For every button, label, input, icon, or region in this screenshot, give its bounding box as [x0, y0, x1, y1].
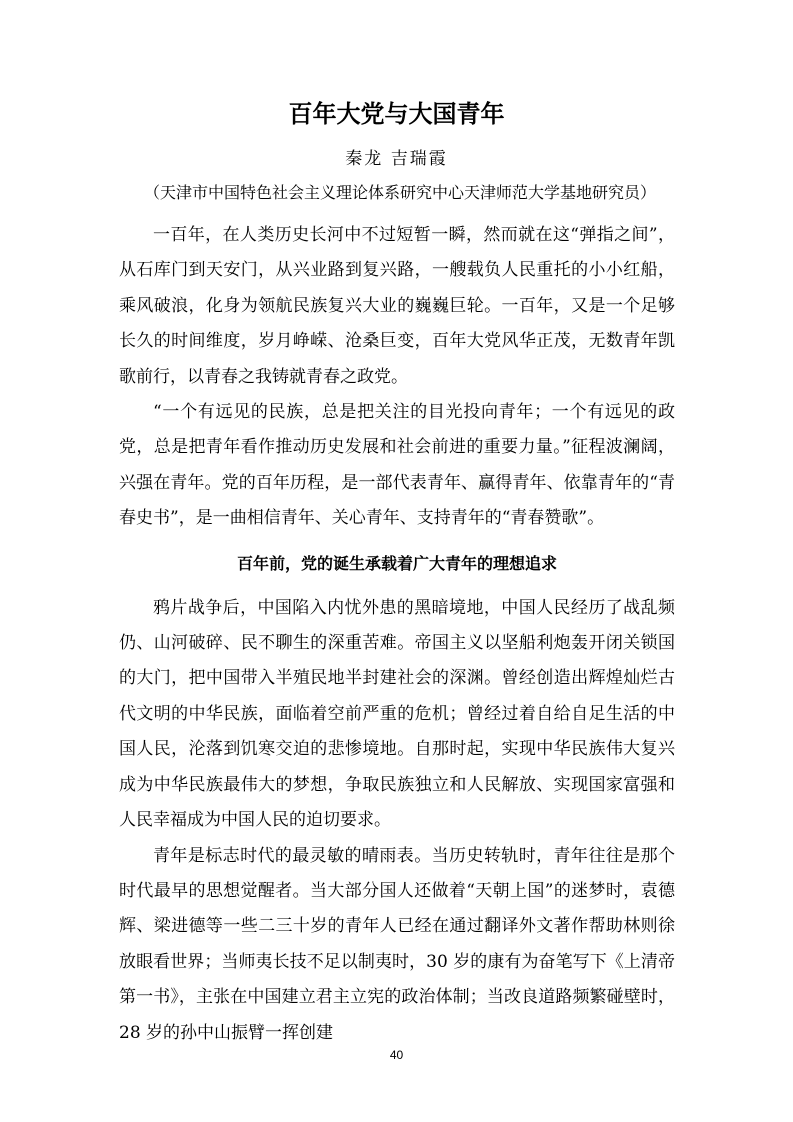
section-heading: 百年前，党的诞生承载着广大青年的理想追求	[236, 553, 557, 573]
paragraph: 青年是标志时代的最灵敏的晴雨表。当历史转轨时，青年往往是那个时代最早的思想觉醒者。当大部分国人还做着“天朝上国”的迷梦时，袁德辉、梁进德等一些二三十岁的青年人已经在通过翻译外文著作帮助林则徐放眼看世界；当师夷长技不足以制夷时，30 岁的康有为奋笔写下《上清帝第一书》，主张在中国建立君主立宪的政治体制；当改良道路频繁碰壁时，28 岁的孙中山振臂一挥创建	[119, 845, 675, 1043]
article-title: 百年大党与大国青年	[288, 99, 505, 128]
paragraph: “一个有远见的民族，总是把关注的目光投向青年；一个有远见的政党，总是把青年看作推动历史发展和社会前进的重要力量。”征程波澜阔，兴强在青年。党的百年历程，是一部代表青年、赢得青年、依靠青年的“青春史书”，是一曲相信青年、关心青年、支持青年的“青春赞歌”。	[119, 402, 675, 529]
article-authors: 秦龙 吉瑞霞	[345, 149, 448, 169]
article-body	[119, 218, 675, 1051]
paragraph: 鸦片战争后，中国陷入内忧外患的黑暗境地，中国人民经历了战乱频仍、山河破碎、民不聊生的深重苦难。帝国主义以坚船利炮轰开闭关锁国的大门，把中国带入半殖民地半封建社会的深渊。曾经创造出辉煌灿烂古代文明的中华民族，面临着空前严重的危机；曾经过着自给自足生活的中国人民，沦落到饥寒交迫的悲惨境地。自那时起，实现中华民族伟大复兴成为中华民族最伟大的梦想，争取民族独立和人民解放、实现国家富强和人民幸福成为中国人民的迫切要求。	[119, 597, 675, 831]
page-number: 40	[389, 1048, 404, 1062]
paragraph: 一百年，在人类历史长河中不过短暂一瞬，然而就在这“弹指之间”，从石库门到天安门，从兴业路到复兴路，一艘载负人民重托的小小红船，乘风破浪，化身为领航民族复兴大业的巍巍巨轮。一百年，又是一个足够长久的时间维度，岁月峥嵘、沧桑巨变，百年大党风华正茂，无数青年凯歌前行，以青春之我铸就青春之政党。	[119, 225, 675, 387]
author-affiliation: （天津市中国特色社会主义理论体系研究中心天津师范大学基地研究员）	[143, 183, 656, 202]
